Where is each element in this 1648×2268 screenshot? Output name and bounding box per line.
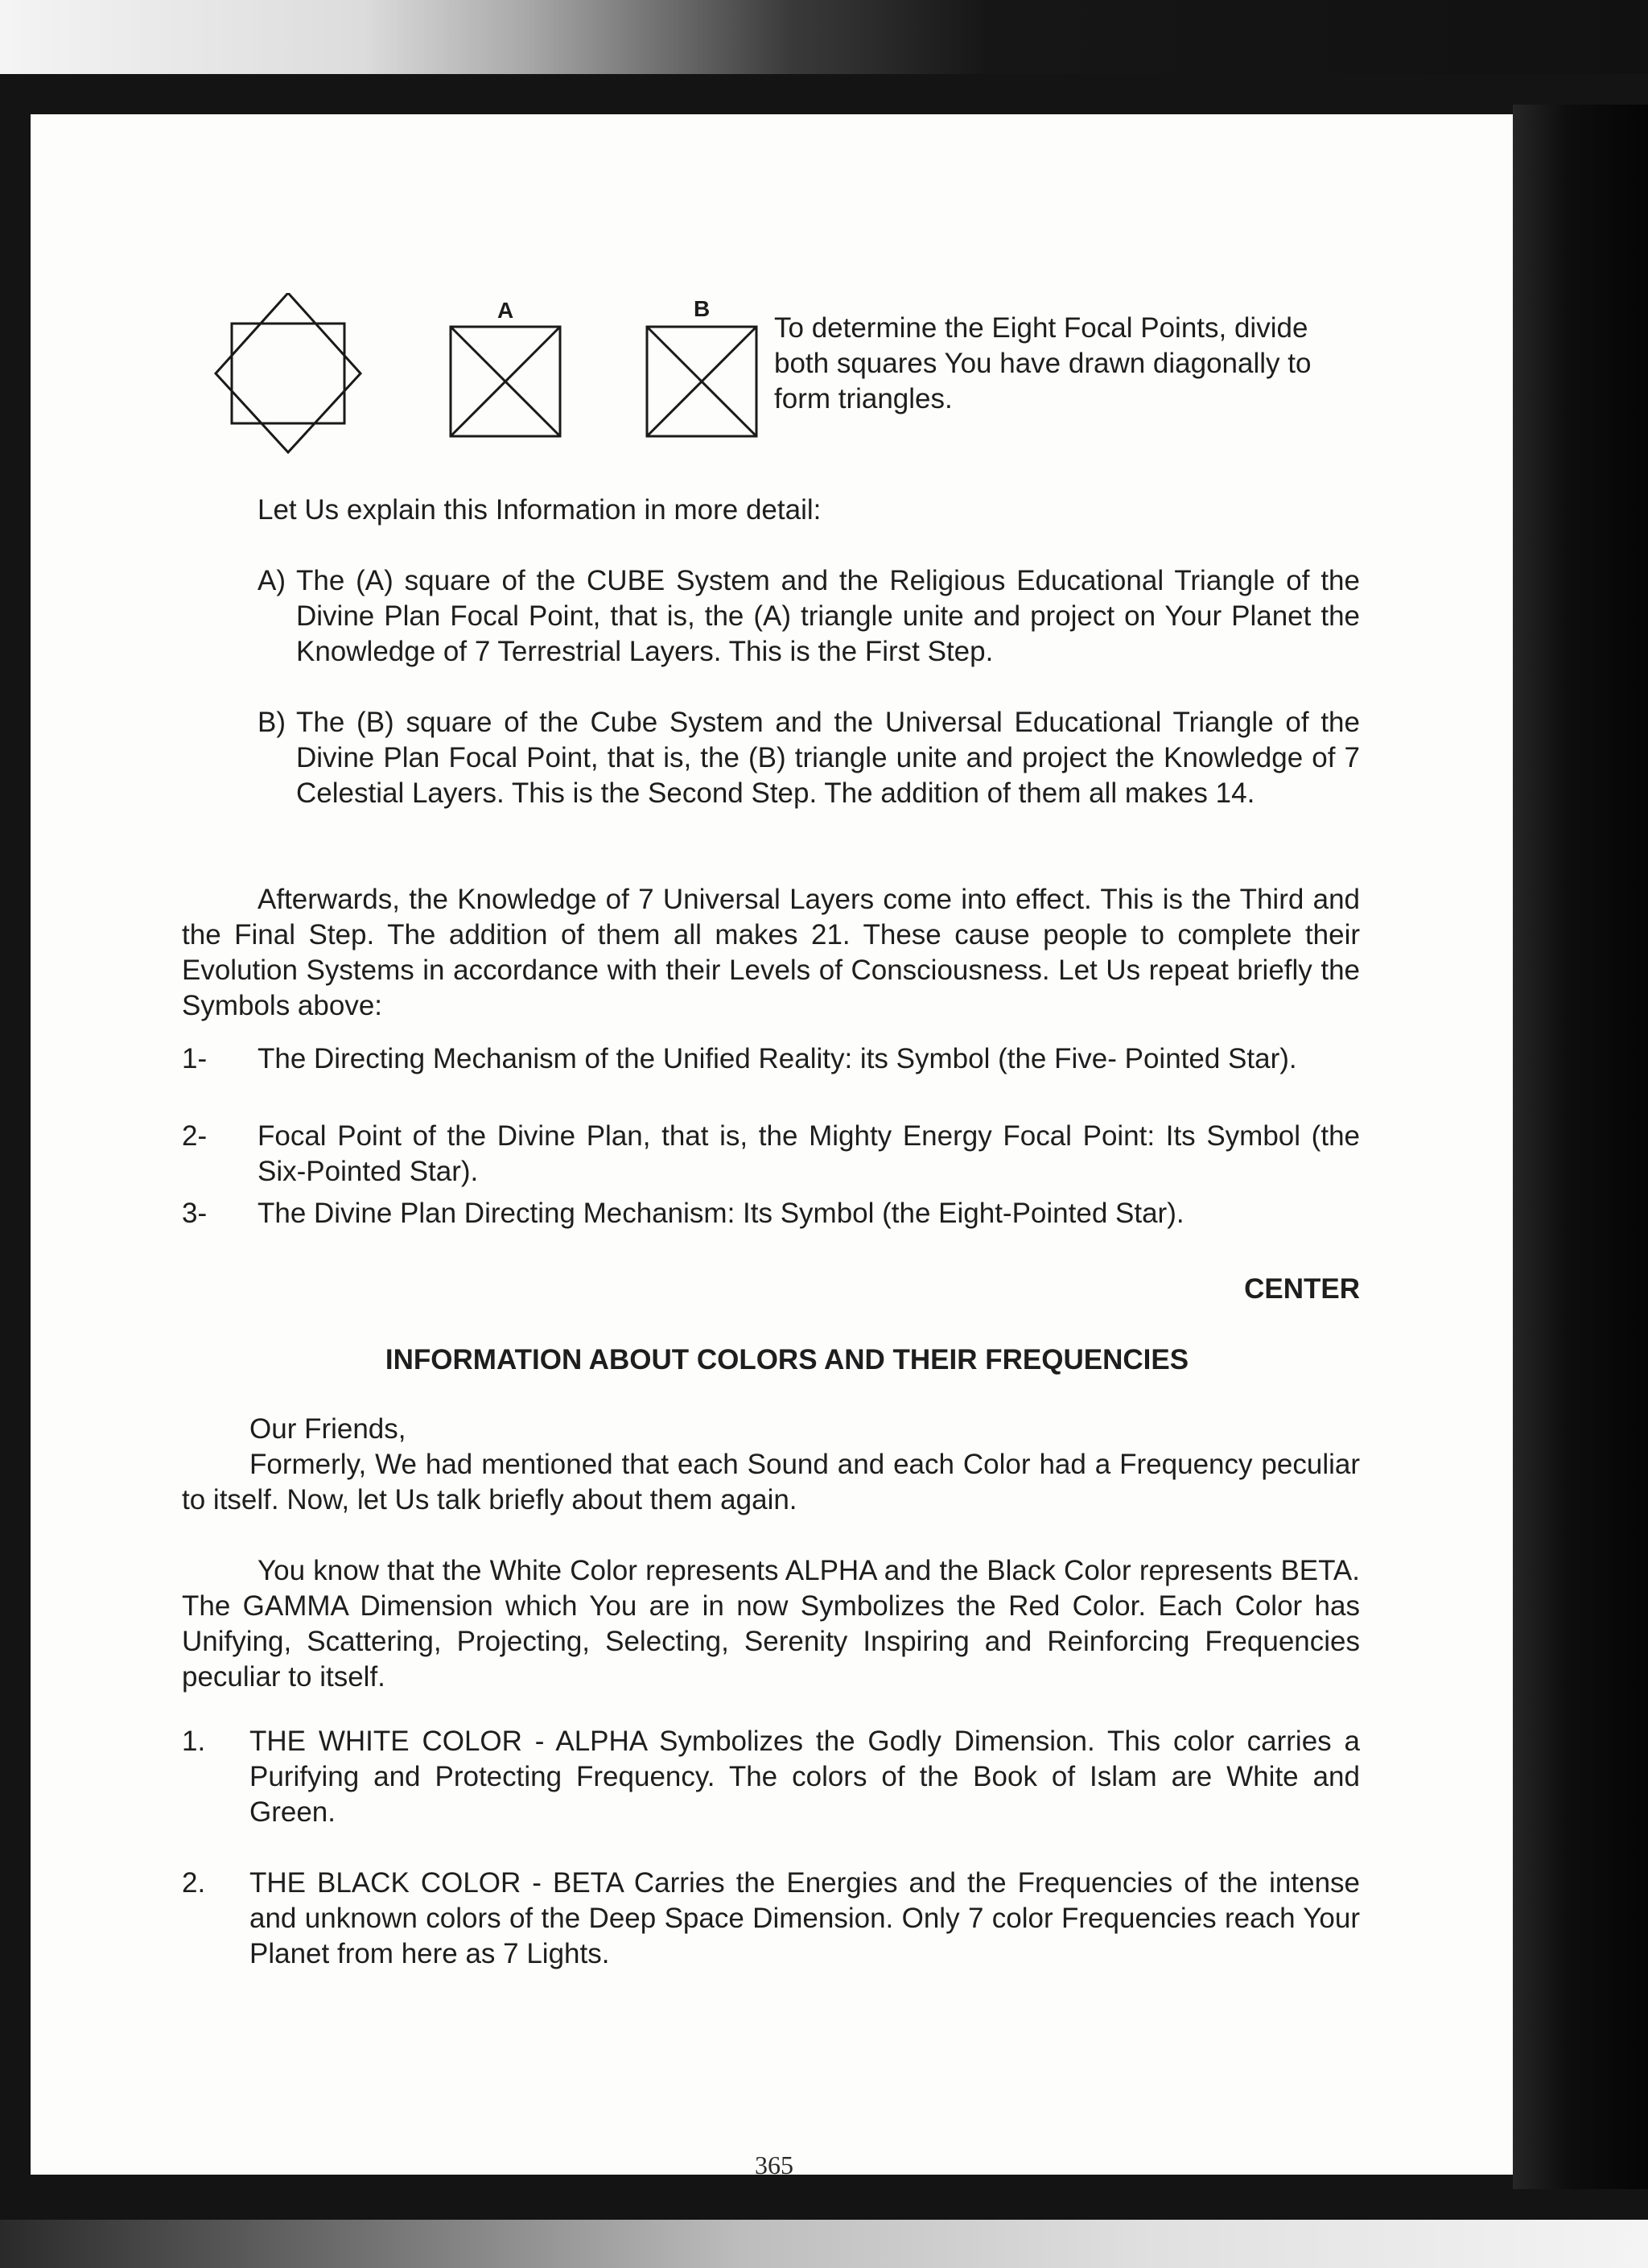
- scan-edge-top: [0, 0, 1648, 74]
- eight-pointed-star-figure: [200, 293, 401, 454]
- color-2-text: THE BLACK COLOR - BETA Carries the Energies and the Frequencies of the intense and unknown colors of the Deep Space Dimension. Only 7 color Frequencies reach Your Planet from here as 7 Lights.: [249, 1867, 1360, 1969]
- section-title: INFORMATION ABOUT COLORS AND THEIR FREQUENCIES: [385, 1344, 1189, 1375]
- step-b-label: B): [258, 707, 286, 738]
- signature-center: CENTER: [1244, 1273, 1360, 1305]
- color-2-number: 2.: [182, 1867, 206, 1899]
- scan-edge-bottom: [0, 2220, 1648, 2268]
- step-a-text: The (A) square of the CUBE System and the Religious Educational Triangle of the Divine Plan Focal Point, that is, the (A) triangle unite and project on Your Planet the Knowledge of 7 Terrestrial Layers. This is the First Step.: [296, 565, 1360, 667]
- step-a-label: A): [258, 565, 286, 596]
- symbol-3-number: 3-: [182, 1198, 208, 1229]
- symbol-1-text: The Directing Mechanism of the Unified Reality: its Symbol (the Five- Pointed Star).: [258, 1043, 1297, 1074]
- paragraph-sound-color: Formerly, We had mentioned that each Sound and each Color had a Frequency peculiar to itself. Now, let Us talk briefly about them again.: [182, 1449, 1360, 1515]
- figure-a-label: A: [497, 298, 514, 323]
- symbol-3-text: The Divine Plan Directing Mechanism: Its Symbol (the Eight-Pointed Star).: [258, 1198, 1184, 1229]
- figure-caption: To determine the Eight Focal Points, divide both squares You have drawn diagonally to form triangles.: [774, 312, 1312, 414]
- color-1-text: THE WHITE COLOR - ALPHA Symbolizes the Godly Dimension. This color carries a Purifying and Protecting Frequency. The colors of the Book of Islam are White and Green.: [249, 1726, 1360, 1828]
- figure-b-label: B: [694, 296, 711, 321]
- step-b-text: The (B) square of the Cube System and the Universal Educational Triangle of the Divine Plan Focal Point, that is, the (B) triangle unite and project the Knowledge of 7 Celestial Layers. This is the Second Step. The addition of them all makes 14.: [296, 707, 1360, 809]
- scan-edge-right: [1513, 105, 1648, 2189]
- symbol-2-text: Focal Point of the Divine Plan, that is, the Mighty Energy Focal Point: Its Symbol (the Six-Pointed Star).: [258, 1120, 1360, 1187]
- page-number: 365: [755, 2150, 793, 2179]
- afterwards-paragraph: Afterwards, the Knowledge of 7 Universal Layers come into effect. This is the Third and the Final Step. The addition of them all makes 21. These cause people to complete their Evolution Systems in accordance with their Levels of Consciousness. Let Us repeat briefly the Symbols above:: [182, 884, 1360, 1021]
- symbol-1-number: 1-: [182, 1043, 208, 1074]
- square-a-figure: [449, 325, 562, 438]
- paragraph-alpha-beta-gamma: You know that the White Color represents ALPHA and the Black Color represents BETA. The GAMMA Dimension which You are in now Symbolizes the Red Color. Each Color has Unifying, Scattering, Projecting, Selecting, Serenity Inspiring and Reinforcing Frequencies peculiar to itself.: [182, 1555, 1360, 1693]
- greeting: Our Friends,: [249, 1413, 406, 1445]
- symbol-2-number: 2-: [182, 1120, 208, 1152]
- square-b-figure: [645, 325, 758, 438]
- book-page: [31, 114, 1513, 2179]
- color-1-number: 1.: [182, 1726, 206, 1757]
- intro-text: Let Us explain this Information in more detail:: [258, 494, 822, 526]
